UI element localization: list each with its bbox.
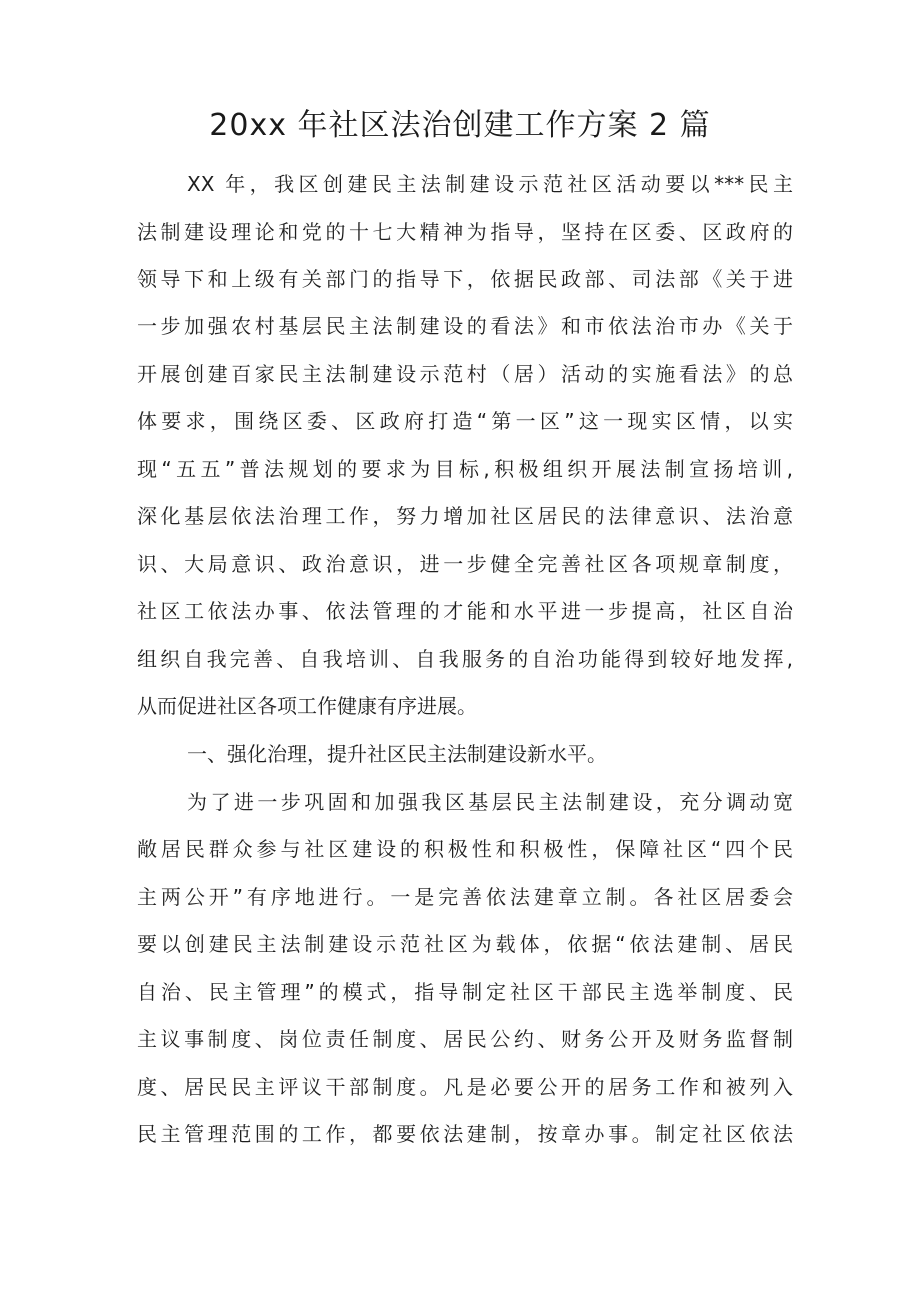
paragraph-line: 开展创建百家民主法制建设示范村（居）活动的实施看法》的总 [137, 362, 793, 386]
paragraph-line: 法制建设理论和党的十七大精神为指导，坚持在区委、区政府的 [137, 220, 793, 244]
document-title: 20xx 年社区法治创建工作方案 2 篇 [209, 108, 711, 143]
paragraph-line: 主两公开”有序地进行。一是完善依法建章立制。各社区居委会 [137, 885, 793, 909]
paragraph-line: 民主管理范围的工作，都要依法建制，按章办事。制定社区依法 [137, 1122, 793, 1146]
paragraph-line: 主议事制度、岗位责任制度、居民公约、财务公开及财务监督制 [137, 1027, 793, 1051]
paragraph-line: 敞居民群众参与社区建设的积极性和积极性，保障社区“四个民 [137, 837, 793, 861]
paragraph-line: 现“五五”普法规划的要求为目标,积极组织开展法制宣扬培训, [137, 457, 793, 481]
paragraph-line: 深化基层依法治理工作，努力增加社区居民的法律意识、法治意 [137, 504, 793, 528]
paragraph-line: 体要求，围绕区委、区政府打造“第一区”这一现实区情，以实 [137, 409, 793, 433]
paragraph-line: 领导下和上级有关部门的指导下，依据民政部、司法部《关于进 [137, 267, 793, 291]
section-heading: 一、强化治理，提升社区民主法制建设新水平。 [187, 742, 607, 766]
paragraph-line: 从而促进社区各项工作健康有序进展。 [137, 694, 477, 718]
paragraph-line: 自治、民主管理”的模式，指导制定社区干部民主选举制度、民 [137, 980, 793, 1004]
paragraph-line: XX 年，我区创建民主法制建设示范社区活动要以***民主 [187, 172, 793, 196]
paragraph-line: 一步加强农村基层民主法制建设的看法》和市依法治市办《关于 [137, 314, 793, 338]
paragraph-line: 社区工依法办事、依法管理的才能和水平进一步提高，社区自治 [137, 599, 793, 623]
paragraph-line: 为了进一步巩固和加强我区基层民主法制建设，充分调动宽 [187, 790, 793, 814]
paragraph-line: 识、大局意识、政治意识，进一步健全完善社区各项规章制度， [137, 552, 793, 576]
paragraph-line: 度、居民民主评议干部制度。凡是必要公开的居务工作和被列入 [137, 1075, 793, 1099]
paragraph-line: 要以创建民主法制建设示范社区为载体，依据“依法建制、居民 [137, 932, 793, 956]
paragraph-line: 组织自我完善、自我培训、自我服务的自治功能得到较好地发挥, [137, 647, 793, 671]
